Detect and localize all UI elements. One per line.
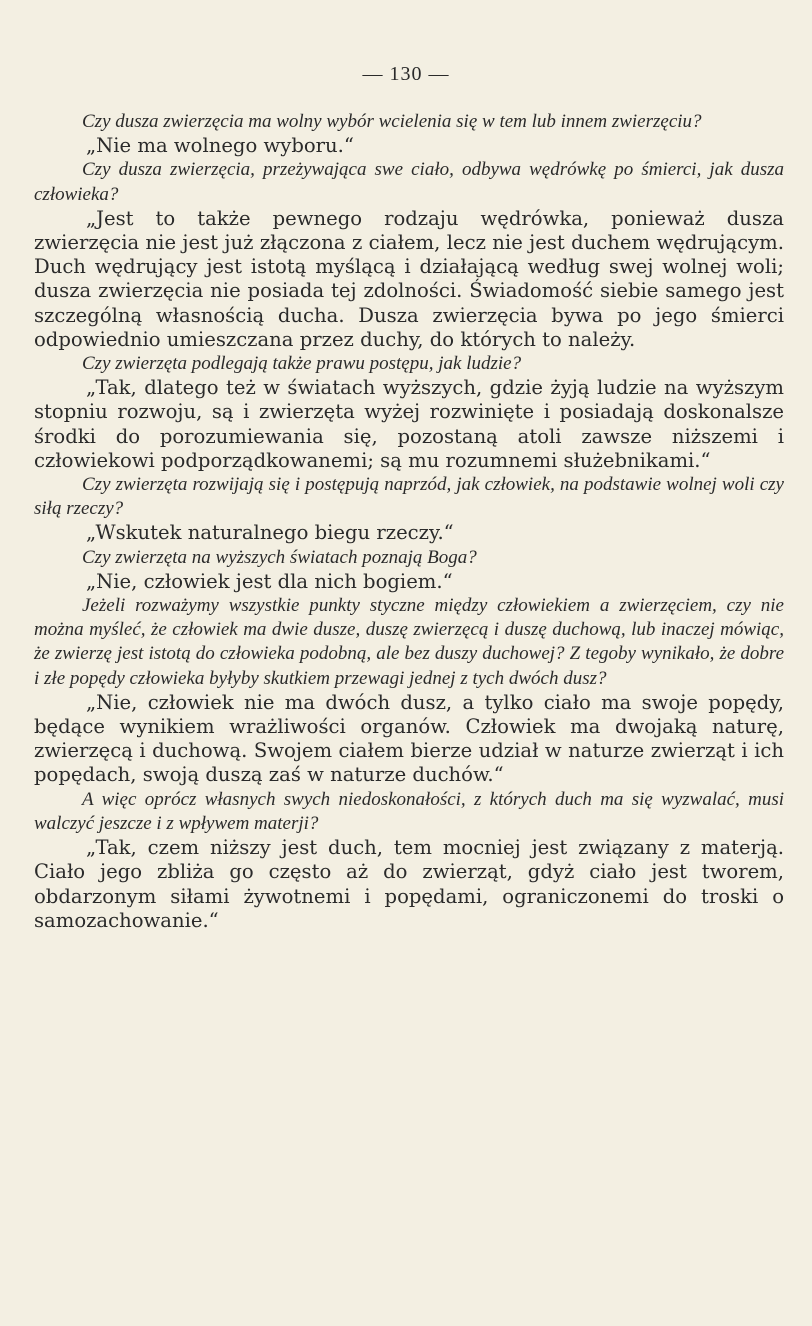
page-number: — 130 — — [362, 63, 450, 85]
question-paragraph: Czy zwierzęta na wyższych światach poznają Boga? — [82, 546, 477, 568]
question-paragraph: Czy dusza zwierzęcia, przeżywająca swe ciało, odbywa wędrówkę po śmierci, jak dusza człowieka? — [34, 159, 784, 205]
answer-paragraph: „Tak, czem niższy jest duch, tem mocniej jest związany z materją. Ciało jego zbliża go często aż do zwierząt, gdyż ciało jest tworem, obdarzonym siłami żywotnemi i popędami, ograniczonemi do troski o samozachowanie.“ — [34, 836, 784, 932]
question-paragraph: Czy zwierzęta podlegają także prawu postępu, jak ludzie? — [82, 353, 522, 375]
page-text — [34, 110, 784, 933]
answer-paragraph: „Nie, człowiek jest dla nich bogiem.“ — [86, 569, 453, 593]
answer-paragraph: „Nie, człowiek nie ma dwóch dusz, a tylko ciało ma swoje popędy, będące wynikiem wrażliwości organów. Człowiek ma dwojaką naturę, zwierzęcą i duchową. Swojem ciałem bierze udział w naturze zwierząt i ich popędach, swoją duszą zaś w naturze duchów.“ — [34, 690, 784, 787]
answer-paragraph: „Nie ma wolnego wyboru.“ — [86, 134, 354, 158]
question-paragraph: Czy dusza zwierzęcia ma wolny wybór wcielenia się w tem lub innem zwierzęciu? — [82, 111, 702, 132]
question-paragraph: Czy zwierzęta rozwijają się i postępują naprzód, jak człowiek, na podstawie wolnej woli czy siłą rzeczy? — [34, 474, 784, 520]
answer-paragraph: „Wskutek naturalnego biegu rzeczy.“ — [86, 521, 454, 545]
answer-paragraph: „Tak, dlatego też w światach wyższych, gdzie żyją ludzie na wyższym stopniu rozwoju, są i zwierzęta wyżej rozwinięte i posiadają doskonalsze środki do porozumiewania się, pozostaną atoli zawsze niższemi i człowiekowi podporządkowanemi; są mu rozumnemi służebnikami.“ — [34, 376, 784, 472]
question-paragraph: A więc oprócz własnych swych niedoskonałości, z których duch ma się wyzwalać, musi walczyć jeszcze i z wpływem materji? — [34, 788, 784, 834]
answer-paragraph: „Jest to także pewnego rodzaju wędrówka, ponieważ dusza zwierzęcia nie jest już złączona z ciałem, lecz nie jest duchem wędrującym. Duch wędrujący jest istotą myślącą i działającą według swej wolnej woli; dusza zwierzęcia nie posiada tej zdolności. Świadomość siebie samego jest szczególną własnością ducha. Dusza zwierzęcia bywa po jego śmierci odpowiednio umieszczana przez duchy, do których to należy. — [34, 206, 784, 351]
question-paragraph: Jeżeli rozważymy wszystkie punkty styczne między człowiekiem a zwierzęciem, czy nie można myśleć, że człowiek ma dwie dusze, duszę zwierzęcą i duszę duchową, lub inaczej mówiąc, że zwierzę jest istotą do człowieka podobną, ale bez duszy duchowej? Z tegoby wynikało, że dobre i złe popędy człowieka byłyby skutkiem przewagi jednej z tych dwóch dusz? — [34, 595, 784, 689]
